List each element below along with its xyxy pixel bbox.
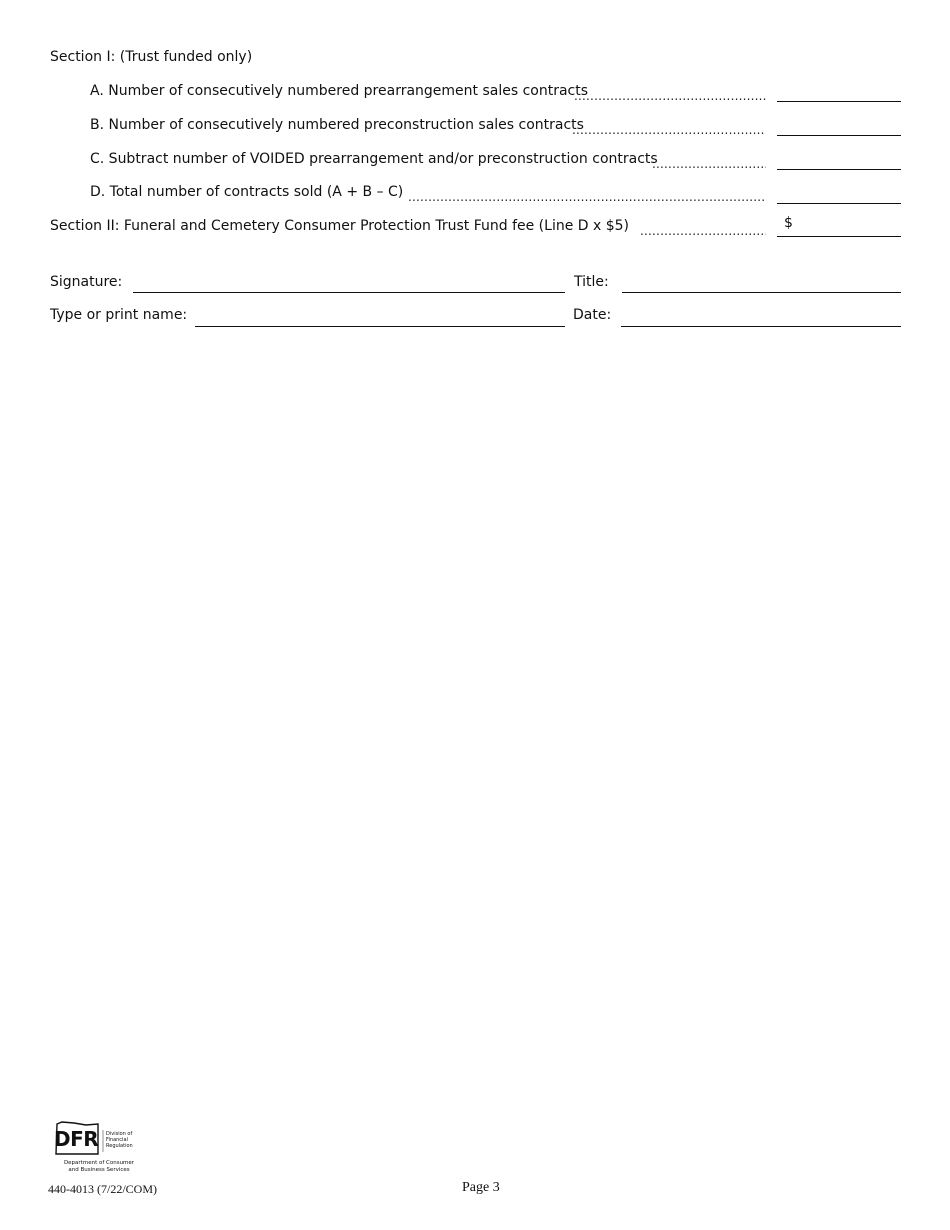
row-c-leader <box>652 153 766 171</box>
title-field[interactable] <box>622 292 901 293</box>
row-b-leader <box>572 119 766 137</box>
page-number: Page 3 <box>462 1180 500 1195</box>
currency-symbol: $ <box>784 215 793 231</box>
dcbs-text: Department of Consumer and Business Services <box>63 1160 135 1173</box>
dfr-division-text: Division of Financial Regulation <box>106 1131 133 1149</box>
section-2-label: Section II: Funeral and Cemetery Consumer Protection Trust Fund fee (Line D x $5) <box>50 218 630 234</box>
signature-label: Signature: <box>50 274 123 290</box>
print-name-label: Type or print name: <box>50 307 188 323</box>
print-name-field[interactable] <box>195 326 565 327</box>
row-c-input[interactable] <box>777 169 901 170</box>
row-b-input[interactable] <box>777 135 901 136</box>
date-field[interactable] <box>621 326 901 327</box>
dfr-logo-text: DFR <box>54 1127 99 1151</box>
signature-field[interactable] <box>133 292 565 293</box>
title-label: Title: <box>574 274 609 290</box>
row-d-input[interactable] <box>777 203 901 204</box>
row-d-leader <box>408 186 766 204</box>
row-a-label: A. Number of consecutively numbered prearrangement sales contracts <box>90 83 589 99</box>
dfr-logo <box>54 1120 144 1176</box>
section-1-heading: Section I: (Trust funded only) <box>50 49 253 65</box>
row-a-input[interactable] <box>777 101 901 102</box>
row-a-leader <box>574 85 766 103</box>
fee-input[interactable] <box>777 236 901 237</box>
row-d-label: D. Total number of contracts sold (A + B – C) <box>90 184 404 200</box>
date-label: Date: <box>573 307 612 323</box>
section-2-leader <box>640 220 766 238</box>
form-number: 440-4013 (7/22/COM) <box>48 1182 157 1196</box>
row-b-label: B. Number of consecutively numbered preconstruction sales contracts <box>90 117 584 133</box>
row-c-label: C. Subtract number of VOIDED prearrangement and/or preconstruction contracts <box>90 151 658 167</box>
